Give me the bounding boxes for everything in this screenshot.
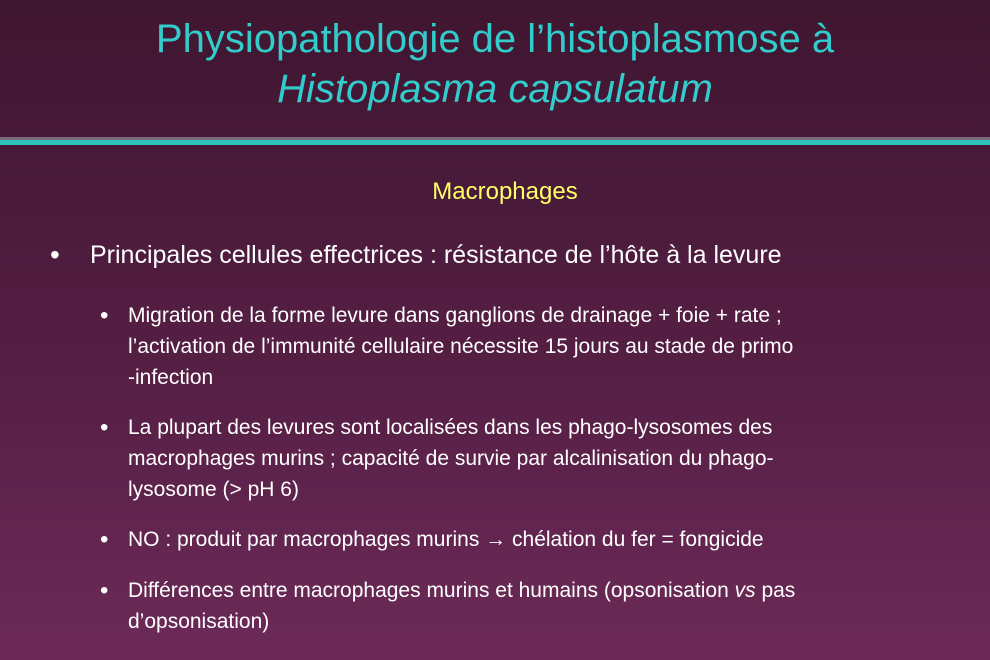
sub-bullet-3-before: NO : produit par macrophages murins [128, 528, 480, 551]
sub-bullet-1-line-3: -infection [128, 366, 214, 389]
sub-bullet-2-text [128, 412, 958, 505]
sub-bullet-2-line-3: lysosome (> pH 6) [128, 478, 299, 501]
bullet-icon: • [100, 526, 109, 553]
sub-bullet-4-line-2: d’opsonisation) [128, 610, 270, 633]
bullet-icon: • [100, 414, 109, 441]
bullet-icon: • [100, 577, 109, 604]
right-arrow-icon: → [485, 528, 507, 551]
slide-title [0, 14, 990, 114]
section-subtitle: Macrophages [432, 178, 578, 205]
title-line-2: Histoplasma capsulatum [277, 67, 713, 111]
sub-bullet-2-line-2: macrophages murins ; capacité de survie par alcalinisation du phago- [128, 447, 774, 470]
sub-bullet-4-emphasis: vs [734, 579, 756, 602]
main-bullet-text: Principales cellules effectrices : résistance de l’hôte à la levure [90, 241, 782, 269]
sub-bullet-3-text [128, 524, 958, 555]
bullet-icon: • [100, 302, 109, 329]
sub-bullet-2-line-1: La plupart des levures sont localisées dans les phago-lysosomes des [128, 416, 773, 439]
bullet-icon: • [50, 239, 60, 270]
sub-bullet-4-after: pas [761, 579, 796, 602]
sub-bullet-3-after: chélation du fer = fongicide [512, 528, 764, 551]
sub-bullet-1-line-2: l’activation de l’immunité cellulaire nécessite 15 jours au stade de primo [128, 335, 794, 358]
sub-bullet-1-text [128, 300, 958, 393]
sub-bullet-4-line-1 [128, 575, 958, 606]
sub-bullet-4-before: Différences entre macrophages murins et humains (opsonisation [128, 579, 729, 602]
sub-bullet-4-text [128, 575, 958, 637]
divider-teal-line [0, 140, 990, 145]
title-line-1: Physiopathologie de l’histoplasmose à [155, 17, 835, 61]
sub-bullet-1-line-1: Migration de la forme levure dans ganglions de drainage + foie + rate ; [128, 304, 782, 327]
title-divider [0, 137, 990, 145]
